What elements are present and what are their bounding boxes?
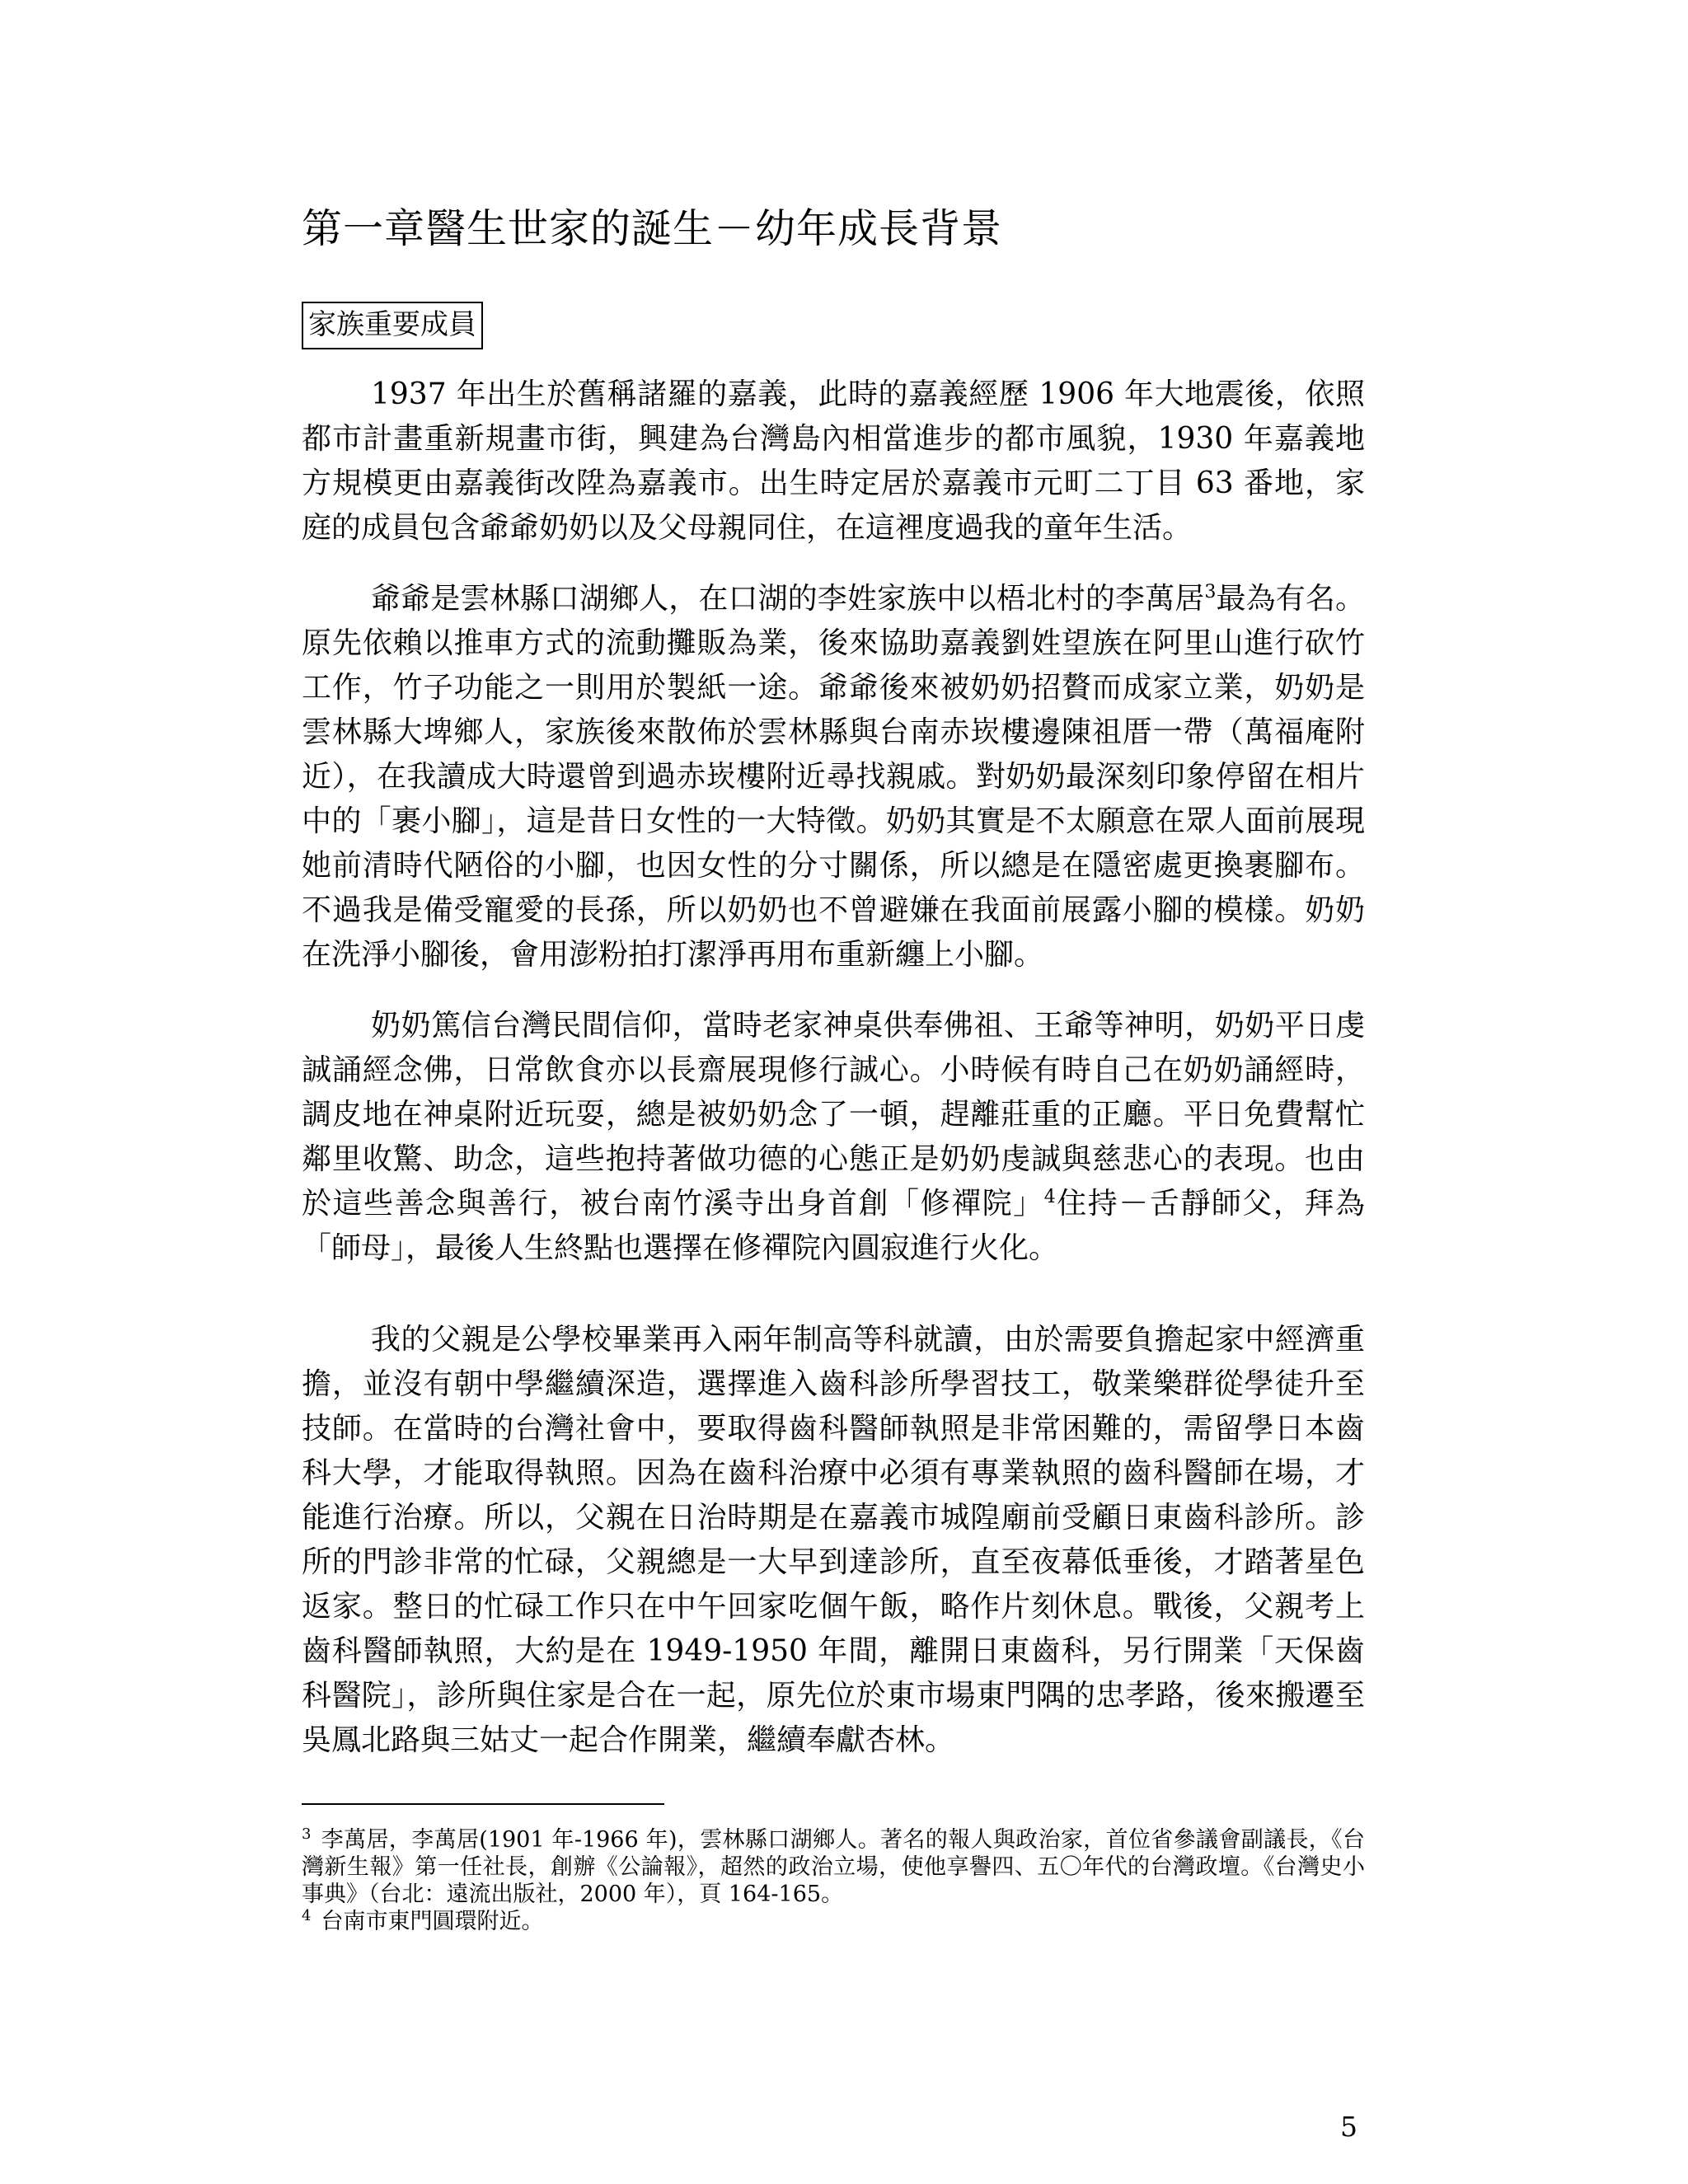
footnote-4 bbox=[302, 1908, 1365, 1935]
footnote-number: 3 bbox=[302, 1825, 312, 1843]
footnote-divider bbox=[302, 1803, 664, 1805]
paragraph-text: 最為有名。原先依賴以推車方式的流動攤販為業，後來協助嘉義劉姓望族在阿里山進行砍竹工作，竹子功能之一則用於製紙一途。爺爺後來被奶奶招贅而成家立業，奶奶是雲林縣大埤鄉人，家族後來散佈於雲林縣與台南赤崁樓邊陳祖厝一帶（萬福庵附近），在我讀成大時還曾到過赤崁樓附近尋找親戚。對奶奶最深刻印象停留在相片中的「裹小腳」，這是昔日女性的一大特徵。奶奶其實是不太願意在眾人面前展現她前清時代陋俗的小腳，也因女性的分寸關係，所以總是在隱密處更換裹腳布。不過我是備受寵愛的長孫，所以奶奶也不曾避嫌在我面前展露小腳的模樣。奶奶在洗淨小腳後，會用澎粉拍打潔淨再用布重新纏上小腳。 bbox=[302, 582, 1365, 972]
paragraph-grandparents bbox=[302, 577, 1365, 977]
page-number: 5 bbox=[1340, 2111, 1357, 2143]
footnote-3 bbox=[302, 1826, 1365, 1908]
footnote-reference[interactable]: 4 bbox=[1043, 1187, 1056, 1207]
footnote-number: 4 bbox=[302, 1907, 312, 1924]
footnotes bbox=[302, 1826, 1365, 1935]
footnote-text: 台南市東門圓環附近。 bbox=[321, 1909, 544, 1934]
chapter-title: 第一章醫生世家的誕生－幼年成長背景 bbox=[302, 205, 1003, 252]
footnote-reference[interactable]: 3 bbox=[1204, 582, 1217, 602]
footnote-text: 李萬居，李萬居(1901 年-1966 年)，雲林縣口湖鄉人。著名的報人與政治家，首位省參議會副議長，《台灣新生報》第一任社長，創辦《公論報》，超然的政治立場，使他享譽四、五〇年代的台灣政壇。《台灣史小事典》（台北：遠流出版社，2000 年），頁 164-165。 bbox=[302, 1827, 1365, 1907]
paragraph-father: 我的父親是公學校畢業再入兩年制高等科就讀，由於需要負擔起家中經濟重擔，並沒有朝中學繼續深造，選擇進入齒科診所學習技工，敬業樂群從學徒升至技師。在當時的台灣社會中，要取得齒科醫師執照是非常困難的，需留學日本齒科大學，才能取得執照。因為在齒科治療中必須有專業執照的齒科醫師在場，才能進行治療。所以，父親在日治時期是在嘉義市城隍廟前受顧日東齒科診所。診所的門診非常的忙碌，父親總是一大早到達診所，直至夜幕低垂後，才踏著星色返家。整日的忙碌工作只在中午回家吃個午飯，略作片刻休息。戰後，父親考上齒科醫師執照，大約是在 1949-1950 年間，離開日東齒科，另行開業「天保齒科醫院」，診所與住家是合在一起，原先位於東市場東門隅的忠孝路，後來搬遷至吳鳳北路與三姑丈一起合作開業，繼續奉獻杏林。 bbox=[302, 1323, 1365, 1757]
paragraph-text: 住持－舌靜師父，拜為「師母」，最後人生終點也選擇在修禪院內圓寂進行火化。 bbox=[302, 1187, 1365, 1265]
paragraph-text: 爺爺是雲林縣口湖鄉人，在口湖的李姓家族中以梧北村的李萬居 bbox=[371, 582, 1205, 616]
paragraph-text: 奶奶篤信台灣民間信仰，當時老家神桌供奉佛祖、王爺等神明，奶奶平日虔誠誦經念佛，日常飲食亦以長齋展現修行誠心。小時候有時自己在奶奶誦經時，調皮地在神桌附近玩耍，總是被奶奶念了一頓，趕離莊重的正廳。平日免費幫忙鄰里收驚、助念，這些抱持著做功德的心態正是奶奶虔誠與慈悲心的表現。也由於這些善念與善行，被台南竹溪寺出身首創「修禪院」 bbox=[302, 1009, 1365, 1221]
paragraph-birthplace: 1937 年出生於舊稱諸羅的嘉義，此時的嘉義經歷 1906 年大地震後，依照都市計畫重新規畫市街，興建為台灣島內相當進步的都市風貌，1930 年嘉義地方規模更由嘉義街改陞為嘉義市。出生時定居於嘉義市元町二丁目 63 番地，家庭的成員包含爺爺奶奶以及父母親同住，在這裡度過我的童年生活。 bbox=[302, 377, 1365, 545]
section-label: 家族重要成員 bbox=[302, 302, 483, 349]
paragraph-grandmother-faith bbox=[302, 1004, 1365, 1271]
